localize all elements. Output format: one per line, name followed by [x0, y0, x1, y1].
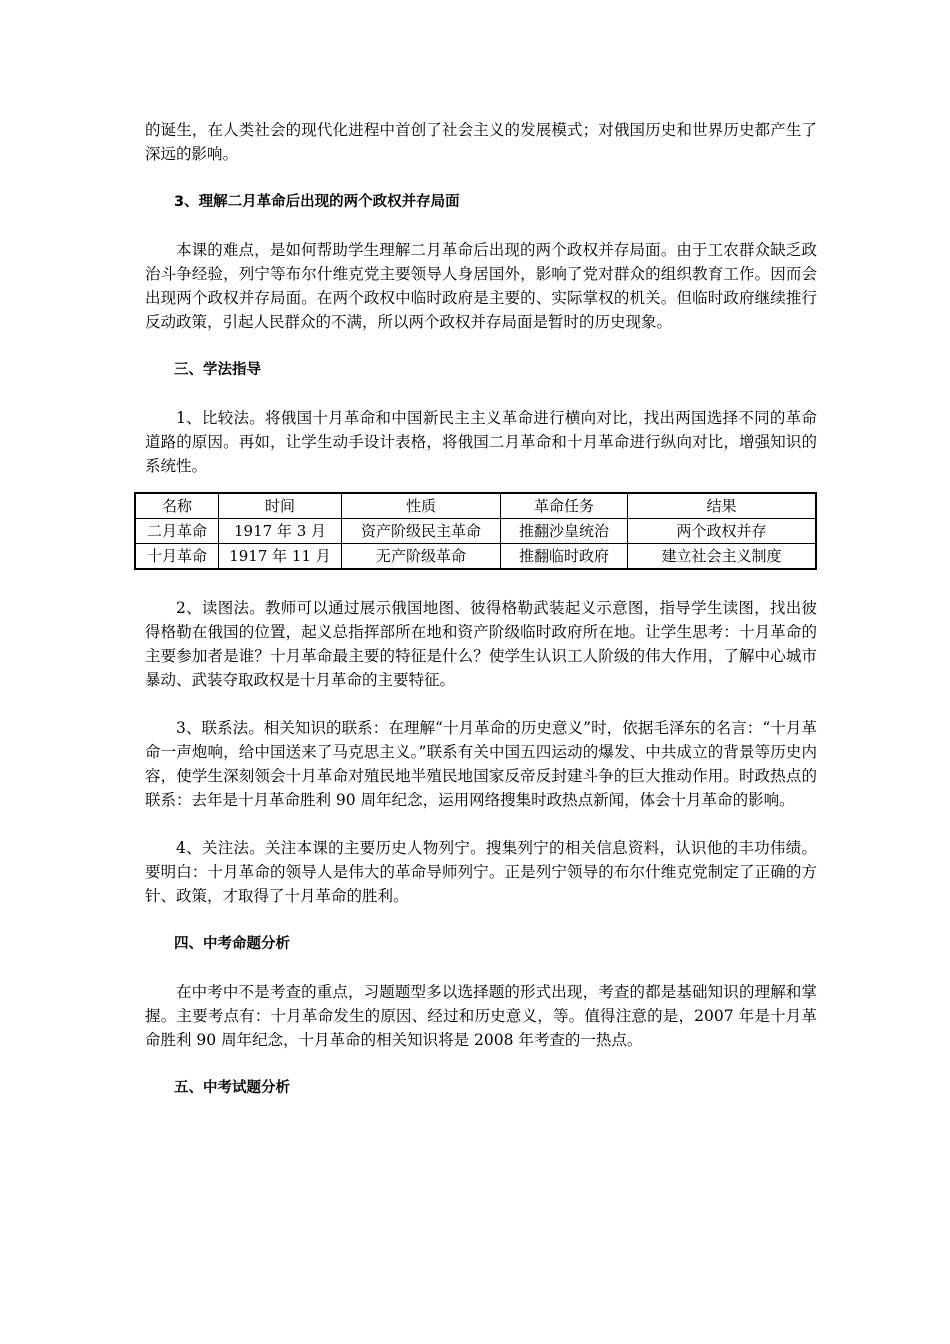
method-map-reading-paragraph: 2、读图法。教师可以通过展示俄国地图、彼得格勒武装起义示意图，指导学生读图，找出彼得格勒在俄国的位置，起义总指挥部所在地和资产阶级临时政府所在地。让学生思考：十月革命的主要参加者是谁？十月革命最主要的特征是什么？使学生认识工人阶级的伟大作用，了解中心城市暴动、武装夺取政权是十月革命的主要特征。 — [145, 599, 817, 689]
table-header-cell: 名称 — [135, 493, 219, 519]
heading-understand-dual-power: 3、理解二月革命后出现的两个政权并存局面 — [174, 194, 460, 210]
table-cell: 推翻临时政府 — [501, 544, 628, 570]
table-cell: 建立社会主义制度 — [628, 544, 817, 570]
table-cell: 1917 年 11 月 — [219, 544, 342, 570]
heading-study-methods: 三、学法指导 — [174, 362, 261, 378]
heading-exam-analysis: 四、中考命题分析 — [174, 936, 290, 952]
table-cell: 无产阶级革命 — [342, 544, 501, 570]
table-row — [135, 519, 816, 544]
document-page — [145, 118, 817, 1100]
table-header-cell: 革命任务 — [501, 493, 628, 519]
table-header-cell: 时间 — [219, 493, 342, 519]
revolution-comparison-table — [134, 492, 817, 570]
table-cell: 二月革命 — [135, 519, 219, 544]
table-cell: 推翻沙皇统治 — [501, 519, 628, 544]
method-focus-paragraph: 4、关注法。关注本课的主要历史人物列宁。搜集列宁的相关信息资料，认识他的丰功伟绩。要明白：十月革命的领导人是伟大的革命导师列宁。正是列宁领导的布尔什维克党制定了正确的方针、政策，才取得了十月革命的胜利。 — [145, 839, 817, 905]
table-header-row — [135, 493, 816, 519]
difficulty-paragraph: 本课的难点，是如何帮助学生理解二月革命后出现的两个政权并存局面。由于工农群众缺乏政治斗争经验，列宁等布尔什维克党主要领导人身居国外，影响了党对群众的组织教育工作。因而会出现两个政权并存局面。在两个政权中临时政府是主要的、实际掌权的机关。但临时政府继续推行反动政策，引起人民群众的不满，所以两个政权并存局面是暂时的历史现象。 — [145, 241, 817, 331]
table-header-cell: 结果 — [628, 493, 817, 519]
method-compare-paragraph: 1、比较法。将俄国十月革命和中国新民主主义革命进行横向对比，找出两国选择不同的革命道路的原因。再如，让学生动手设计表格，将俄国二月革命和十月革命进行纵向对比，增强知识的系统性。 — [145, 409, 817, 475]
table-cell: 资产阶级民主革命 — [342, 519, 501, 544]
intro-paragraph: 的诞生，在人类社会的现代化进程中首创了社会主义的发展模式；对俄国历史和世界历史都产生了深远的影响。 — [145, 121, 817, 163]
table-cell: 十月革命 — [135, 544, 219, 570]
heading-exam-questions: 五、中考试题分析 — [174, 1080, 290, 1096]
table-row — [135, 544, 816, 570]
table-header-cell: 性质 — [342, 493, 501, 519]
exam-analysis-paragraph: 在中考中不是考查的重点，习题题型多以选择题的形式出现，考查的都是基础知识的理解和掌握。主要考点有：十月革命发生的原因、经过和历史意义，等。值得注意的是，2007 年是十月革命胜利 90 周年纪念，十月革命的相关知识将是 2008 年考查的一热点。 — [145, 983, 817, 1049]
method-connection-paragraph: 3、联系法。相关知识的联系：在理解“十月革命的历史意义”时，依据毛泽东的名言：“十月革命一声炮响，给中国送来了马克思主义。”联系有关中国五四运动的爆发、中共成立的背景等历史内容，使学生深刻领会十月革命对殖民地半殖民地国家反帝反封建斗争的巨大推动作用。时政热点的联系：去年是十月革命胜利 90 周年纪念，运用网络搜集时政热点新闻，体会十月革命的影响。 — [145, 719, 817, 809]
table-cell: 1917 年 3 月 — [219, 519, 342, 544]
table-cell: 两个政权并存 — [628, 519, 817, 544]
